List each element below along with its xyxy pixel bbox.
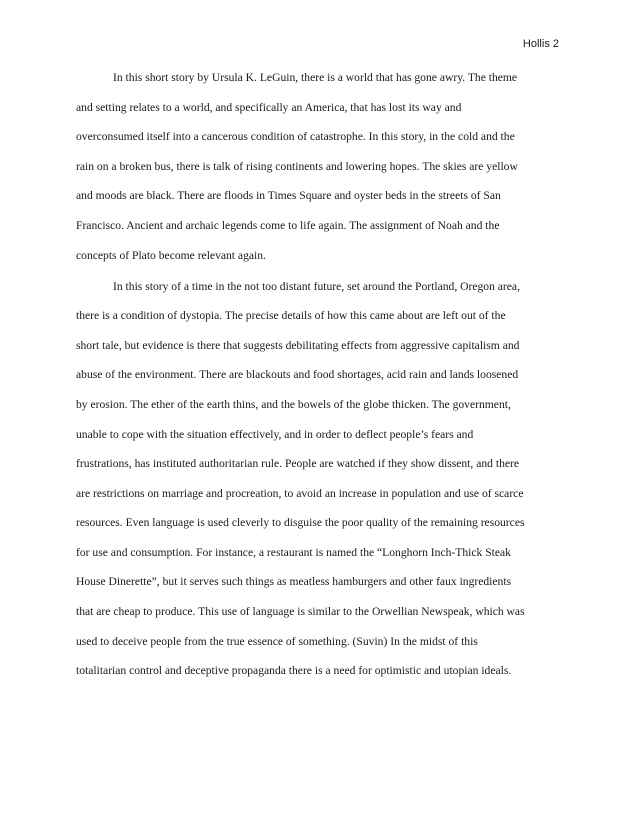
text-line: there is a condition of dystopia. The precise details of how this came about are left out of the — [76, 309, 506, 323]
paragraph-2 — [76, 272, 568, 686]
text-line: overconsumed itself into a cancerous condition of catastrophe. In this story, in the cold and the — [76, 130, 515, 144]
text-line: and setting relates to a world, and specifically an America, that has lost its way and — [76, 100, 462, 114]
page-header: Hollis 2 — [522, 38, 559, 50]
text-line: In this short story by Ursula K. LeGuin, there is a world that has gone awry. The theme — [113, 71, 518, 84]
text-line: are restrictions on marriage and procreation, to avoid an increase in population and use of scarce — [76, 486, 524, 500]
text-line: House Dinerette”, but it serves such things as meatless hamburgers and other faux ingredients — [76, 575, 512, 589]
text-line: by erosion. The ether of the earth thins, and the bowels of the globe thicken. The government, — [76, 397, 511, 411]
text-line: that are cheap to produce. This use of language is similar to the Orwellian Newspeak, which was — [76, 605, 525, 619]
text-line: resources. Even language is used cleverly to disguise the poor quality of the remaining resources — [76, 516, 525, 530]
text-line: Francisco. Ancient and archaic legends come to life again. The assignment of Noah and the — [76, 218, 500, 232]
text-line: and moods are black. There are floods in Times Square and oyster beds in the streets of San — [76, 189, 501, 203]
text-line: short tale, but evidence is there that suggests debilitating effects from aggressive capitalism and — [76, 338, 520, 352]
text-line: abuse of the environment. There are blackouts and food shortages, acid rain and lands loosened — [76, 368, 519, 382]
text-line: concepts of Plato become relevant again. — [76, 248, 266, 262]
text-line: for use and consumption. For instance, a restaurant is named the “Longhorn Inch-Thick Steak — [76, 545, 511, 559]
document-body — [76, 63, 568, 686]
text-line: In this story of a time in the not too distant future, set around the Portland, Oregon area, — [113, 279, 520, 293]
text-line: frustrations, has instituted authoritarian rule. People are watched if they show dissent, and there — [76, 457, 520, 471]
paragraph-1 — [76, 63, 568, 270]
text-line: used to deceive people from the true essence of something. (Suvin) In the midst of this — [76, 634, 478, 648]
text-line: unable to cope with the situation effectively, and in order to deflect people’s fears and — [76, 427, 474, 441]
text-line: totalitarian control and deceptive propaganda there is a need for optimistic and utopian ideals. — [76, 664, 512, 678]
text-line: rain on a broken bus, there is talk of rising continents and lowering hopes. The skies are yellow — [76, 159, 518, 173]
